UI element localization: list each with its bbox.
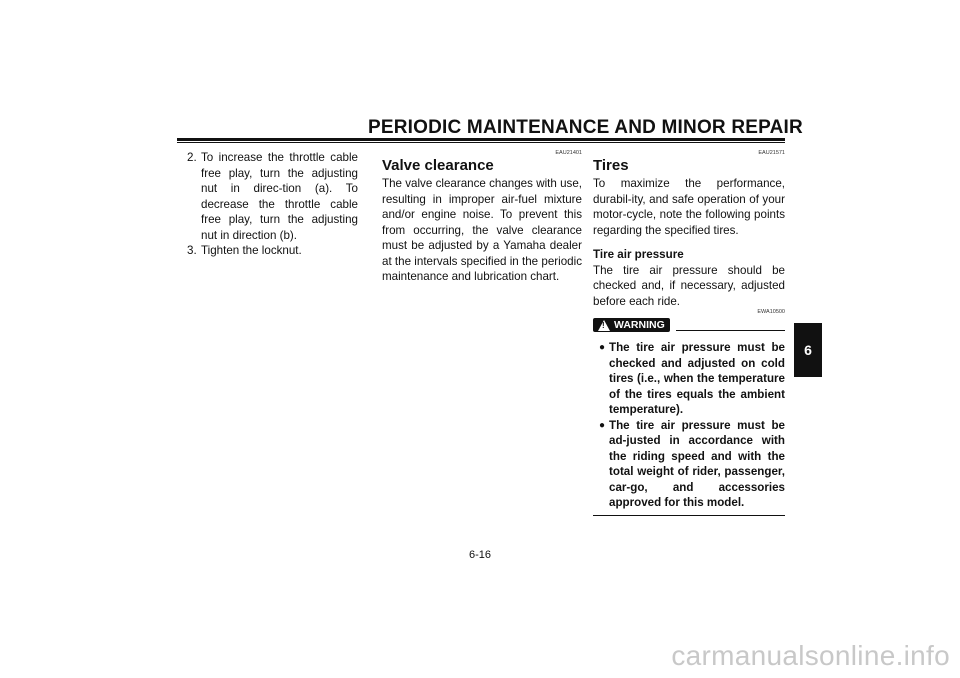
subheading-tire-air-pressure: Tire air pressure	[593, 248, 684, 261]
subheading-text: The tire air pressure should be checked and, if necessary, adjusted before each ride.	[593, 263, 785, 308]
warning-item-text: The tire air pressure must be checked and adjusted on cold tires (i.e., when the temperature of the tires equals the ambient temperature).	[609, 341, 785, 416]
watermark: carmanualsonline.info	[671, 640, 950, 671]
section-code: EAU21401	[555, 150, 582, 156]
step-number: 2.	[187, 151, 197, 164]
warning-label: WARNING	[614, 319, 665, 331]
warning-list-item	[593, 340, 785, 418]
section-heading-tires: Tires	[593, 157, 629, 174]
section-intro: To maximize the performance, durabil-ity, and safe operation of your motor-cycle, note the following points regarding the specified tires.	[593, 177, 785, 237]
column-right	[593, 150, 785, 516]
column-middle	[382, 150, 582, 285]
numbered-step	[187, 243, 358, 259]
warning-triangle-icon: !	[598, 320, 610, 331]
warning-list-item	[593, 418, 785, 511]
step-text: To increase the throttle cable free play, turn the adjusting nut in direc-tion (a). To decrease the throttle cable free play, turn the adjusting nut in direction (b).	[201, 151, 358, 242]
numbered-step	[187, 150, 358, 243]
warning-header	[593, 317, 785, 332]
page-title: PERIODIC MAINTENANCE AND MINOR REPAIR	[368, 117, 803, 138]
bullet-icon: ●	[599, 419, 606, 431]
warning-badge	[593, 318, 670, 332]
header-rule-thick	[177, 138, 785, 141]
warning-list	[593, 340, 785, 511]
section-code: EAU21571	[758, 150, 785, 156]
bullet-icon: ●	[599, 342, 606, 353]
column-left	[187, 150, 358, 259]
header-rule-thin	[177, 142, 785, 143]
warning-item-text: The tire air pressure must be ad-justed in accordance with the riding speed and with the total weight of rider, passenger, car-go, and accessories approved for this model.	[609, 418, 785, 509]
warning-divider	[676, 330, 785, 331]
section-body: The valve clearance changes with use, resulting in improper air-fuel mixture and/or engine noise. To prevent this from occurring, the valve clearance must be adjusted by a Yamaha dealer at the intervals specified in the periodic maintenance and lubrication chart.	[382, 177, 582, 283]
section-heading-valve-clearance: Valve clearance	[382, 157, 494, 174]
chapter-tab: 6	[794, 323, 822, 377]
warning-code: EWA10500	[757, 309, 785, 315]
step-text: Tighten the locknut.	[201, 244, 302, 257]
step-number: 3.	[187, 244, 197, 257]
page-number: 6-16	[468, 549, 492, 561]
warning-end-rule	[593, 515, 785, 516]
